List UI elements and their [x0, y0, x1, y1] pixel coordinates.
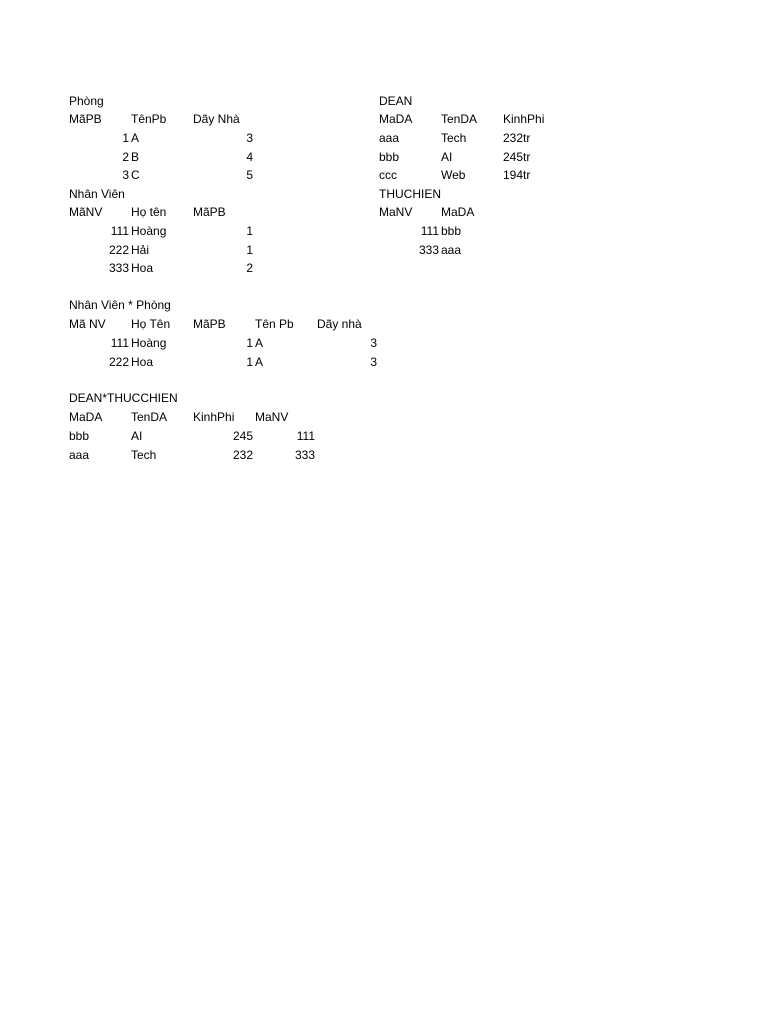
table-cell: Hoa: [131, 261, 154, 275]
table-cell: 2: [246, 261, 253, 275]
table-cell: 1: [246, 224, 253, 238]
table-cell: 1: [246, 243, 253, 257]
table-title-join-nv-phong: Nhân Viên * Phòng: [69, 298, 171, 312]
column-header: MãPB: [69, 112, 102, 126]
column-header: TenDA: [441, 112, 478, 126]
table-cell: 3: [246, 131, 253, 145]
column-header: Dãy nhà: [317, 317, 362, 331]
table-cell: Tech: [131, 448, 157, 462]
column-header: Họ tên: [131, 205, 167, 219]
column-header: Dãy Nhà: [193, 112, 240, 126]
table-cell: Hải: [131, 243, 150, 257]
column-header: MaNV: [255, 410, 289, 424]
table-cell: A: [255, 355, 264, 369]
table-cell: 194tr: [503, 168, 531, 182]
table-cell: 3: [370, 355, 377, 369]
table-cell: AI: [131, 429, 143, 443]
table-cell: Web: [441, 168, 466, 182]
table-cell: bbb: [379, 150, 400, 164]
table-cell: 2: [122, 150, 129, 164]
table-cell: 111: [110, 336, 129, 350]
table-cell: aaa: [441, 243, 462, 257]
table-cell: Hoàng: [131, 336, 167, 350]
column-header: KinhPhi: [193, 410, 235, 424]
table-cell: 232tr: [503, 131, 531, 145]
table-cell: aaa: [69, 448, 90, 462]
table-cell: 111: [110, 224, 129, 238]
table-cell: bbb: [441, 224, 462, 238]
table-cell: 1: [246, 336, 253, 350]
table-cell: C: [131, 168, 140, 182]
column-header: TenDA: [131, 410, 168, 424]
table-title-nhanvien: Nhân Viên: [69, 187, 125, 201]
column-header: MaDA: [69, 410, 103, 424]
table-cell: 5: [246, 168, 253, 182]
table-title-thuchien: THUCHIEN: [379, 187, 441, 201]
column-header: MãPB: [193, 205, 226, 219]
table-cell: ccc: [379, 168, 397, 182]
table-cell: 333: [108, 261, 129, 275]
table-cell: aaa: [379, 131, 400, 145]
table-cell: A: [131, 131, 140, 145]
table-cell: 232: [232, 448, 253, 462]
table-cell: A: [255, 336, 264, 350]
table-cell: Tech: [441, 131, 467, 145]
table-cell: 333: [294, 448, 315, 462]
column-header: MãNV: [69, 205, 103, 219]
table-title-dean: DEAN: [379, 94, 413, 108]
column-header: MaDA: [379, 112, 413, 126]
table-cell: 222: [108, 243, 129, 257]
table-cell: 3: [370, 336, 377, 350]
column-header: MaDA: [441, 205, 475, 219]
table-cell: 1: [246, 355, 253, 369]
table-cell: 222: [108, 355, 129, 369]
table-title-phong: Phòng: [69, 94, 104, 108]
table-cell: AI: [441, 150, 453, 164]
table-cell: 245tr: [503, 150, 531, 164]
column-header: Họ Tên: [131, 317, 171, 331]
table-cell: Hoàng: [131, 224, 167, 238]
table-cell: 4: [246, 150, 253, 164]
column-header: KinhPhi: [503, 112, 545, 126]
column-header: MaNV: [379, 205, 413, 219]
column-header: TênPb: [131, 112, 167, 126]
table-cell: 245: [232, 429, 253, 443]
table-cell: 111: [296, 429, 315, 443]
table-title-join-dean-thuchien: DEAN*THUCCHIEN: [69, 391, 178, 405]
table-cell: bbb: [69, 429, 90, 443]
column-header: MãPB: [193, 317, 226, 331]
table-cell: 3: [122, 168, 129, 182]
table-cell: 333: [418, 243, 439, 257]
column-header: Tên Pb: [255, 317, 294, 331]
table-cell: 1: [122, 131, 129, 145]
table-cell: Hoa: [131, 355, 154, 369]
table-cell: 111: [420, 224, 439, 238]
column-header: Mã NV: [69, 317, 106, 331]
table-cell: B: [131, 150, 140, 164]
